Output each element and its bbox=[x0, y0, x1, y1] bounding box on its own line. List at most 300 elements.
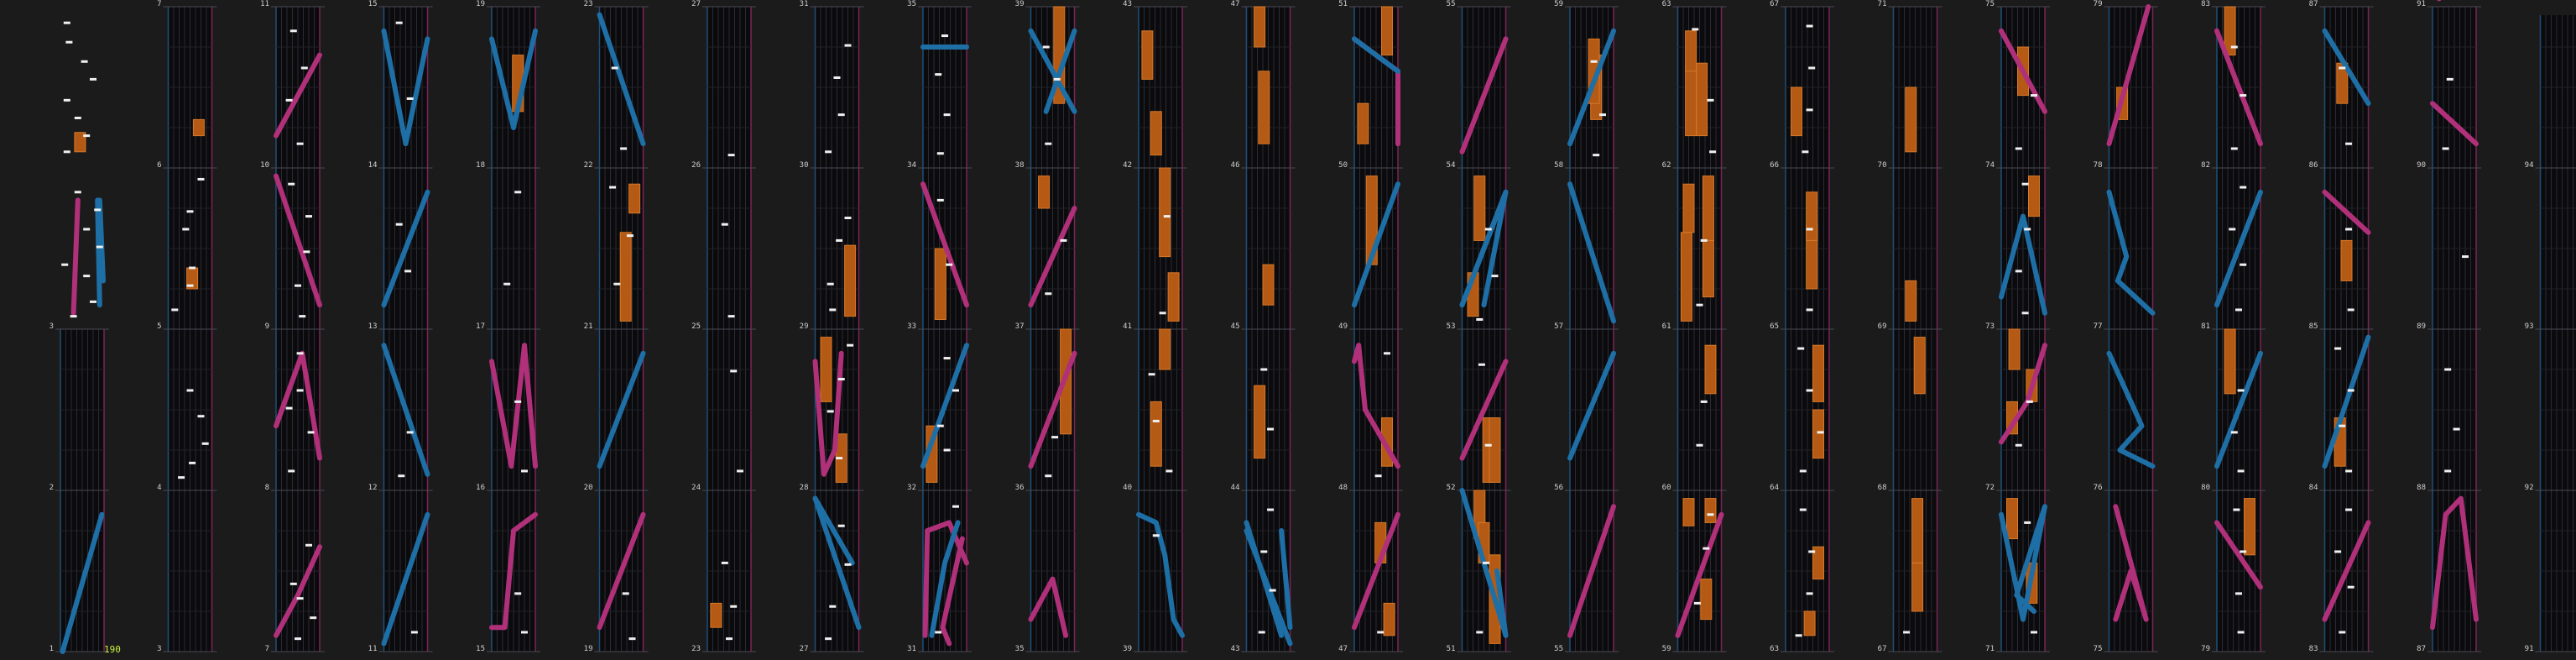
tap-note bbox=[845, 45, 852, 47]
tap-note bbox=[937, 199, 944, 202]
tap-note bbox=[1808, 66, 1815, 69]
tap-note bbox=[1800, 469, 1807, 472]
measure-number: 3 bbox=[49, 322, 54, 331]
tap-note bbox=[2240, 186, 2246, 189]
tap-note bbox=[1476, 318, 1483, 321]
tap-note bbox=[935, 73, 941, 76]
tap-note bbox=[1153, 420, 1160, 422]
hold-note bbox=[2029, 176, 2040, 217]
measure-number: 94 bbox=[2524, 161, 2534, 170]
tap-note bbox=[2334, 550, 2341, 553]
measure-number: 35 bbox=[907, 0, 916, 8]
tap-note bbox=[2339, 425, 2345, 427]
hold-note bbox=[2341, 240, 2352, 280]
hold-note bbox=[1701, 579, 1712, 620]
measure-number: 17 bbox=[476, 322, 485, 331]
tap-note bbox=[1375, 474, 1382, 477]
tap-note bbox=[198, 178, 205, 181]
hold-note bbox=[1263, 265, 1274, 305]
tap-note bbox=[1708, 513, 1714, 516]
tap-note bbox=[1061, 239, 1067, 242]
tap-note bbox=[728, 315, 735, 317]
tap-note bbox=[2345, 228, 2352, 230]
tap-note bbox=[1045, 143, 1051, 145]
hold-note bbox=[1703, 176, 1713, 241]
tap-note bbox=[944, 449, 951, 452]
tap-note bbox=[2015, 444, 2022, 447]
tap-note bbox=[728, 154, 735, 156]
hold-note bbox=[2224, 329, 2235, 394]
tap-note bbox=[70, 315, 77, 317]
tap-note bbox=[1153, 534, 1160, 537]
hold-note bbox=[845, 245, 856, 316]
tap-note bbox=[2444, 369, 2451, 371]
tap-note bbox=[297, 389, 304, 391]
tap-note bbox=[187, 210, 194, 212]
tap-note bbox=[1267, 428, 1274, 431]
tap-note bbox=[829, 308, 836, 311]
tap-note bbox=[404, 270, 411, 272]
tap-note bbox=[61, 264, 68, 266]
measure-number: 29 bbox=[799, 322, 809, 331]
tap-note bbox=[1796, 634, 1802, 636]
tap-note bbox=[1807, 389, 1813, 391]
measure-number: 67 bbox=[1770, 0, 1779, 8]
tap-note bbox=[2240, 264, 2246, 266]
hold-note bbox=[1686, 31, 1697, 71]
hold-note bbox=[1254, 7, 1265, 47]
tap-note bbox=[1593, 154, 1599, 156]
tap-note bbox=[290, 583, 297, 585]
measure-number: 51 bbox=[1446, 645, 1456, 653]
hold-note bbox=[935, 249, 946, 319]
measure-number: 43 bbox=[1230, 645, 1240, 653]
hold-note bbox=[1489, 418, 1500, 483]
measure-number: 90 bbox=[2417, 161, 2426, 170]
measure-number: 46 bbox=[1230, 161, 1240, 170]
tap-note bbox=[2024, 521, 2031, 524]
hold-note bbox=[2245, 499, 2255, 555]
tap-note bbox=[829, 605, 836, 608]
measure-number: 15 bbox=[476, 645, 485, 653]
measure-number: 27 bbox=[799, 645, 809, 653]
tap-note bbox=[171, 308, 178, 311]
measure-number: 92 bbox=[2524, 484, 2534, 492]
measure-number: 80 bbox=[2201, 484, 2210, 492]
measure-number: 78 bbox=[2093, 161, 2103, 170]
measure-number: 36 bbox=[1014, 484, 1025, 492]
tap-note bbox=[730, 605, 737, 608]
hold-note bbox=[711, 603, 722, 627]
tap-note bbox=[1160, 312, 1166, 314]
tap-note bbox=[1270, 589, 1276, 592]
tap-note bbox=[2348, 586, 2354, 589]
hold-note bbox=[1703, 240, 1713, 296]
measure-number: 84 bbox=[2308, 484, 2318, 492]
tap-note bbox=[627, 234, 634, 237]
tap-note bbox=[944, 357, 951, 359]
measure-number: 21 bbox=[583, 322, 593, 331]
tap-note bbox=[303, 250, 310, 253]
tap-note bbox=[1709, 150, 1716, 153]
tap-note bbox=[1384, 352, 1390, 354]
tap-note bbox=[1165, 469, 1172, 472]
measure-number: 24 bbox=[691, 484, 701, 492]
tap-note bbox=[64, 22, 70, 24]
hold-note bbox=[1142, 31, 1153, 80]
tap-note bbox=[1807, 108, 1813, 111]
tap-note bbox=[2015, 270, 2022, 272]
hold-note bbox=[1906, 87, 1916, 152]
measure-number: 45 bbox=[1230, 322, 1240, 331]
measure-number: 32 bbox=[907, 484, 916, 492]
tap-note bbox=[1478, 364, 1485, 366]
hold-note bbox=[2009, 329, 2020, 369]
measure-number: 23 bbox=[691, 645, 701, 653]
tap-note bbox=[623, 592, 629, 595]
tap-note bbox=[845, 563, 852, 566]
tap-note bbox=[178, 476, 185, 479]
tap-note bbox=[90, 78, 96, 81]
hold-note bbox=[1683, 184, 1694, 233]
tap-note bbox=[521, 469, 528, 472]
measure-number: 15 bbox=[368, 0, 378, 8]
tap-note bbox=[75, 117, 81, 119]
measure-number: 61 bbox=[1661, 322, 1671, 331]
hold-note bbox=[1358, 103, 1369, 144]
tap-note bbox=[94, 208, 101, 211]
hold-note bbox=[1160, 168, 1171, 257]
measure-number: 31 bbox=[799, 0, 809, 8]
tap-note bbox=[1703, 547, 1709, 550]
hold-note bbox=[1681, 233, 1692, 322]
tap-note bbox=[1267, 509, 1274, 511]
measure-number: 79 bbox=[2201, 645, 2210, 653]
measure-number: 75 bbox=[2093, 645, 2103, 653]
measure-number: 86 bbox=[2308, 161, 2318, 170]
measure-number: 39 bbox=[1014, 0, 1025, 8]
tap-note bbox=[935, 631, 941, 633]
measure-number: 12 bbox=[368, 484, 378, 492]
tap-note bbox=[1701, 239, 1708, 242]
measure-number: 1 bbox=[49, 645, 54, 653]
tap-note bbox=[288, 469, 295, 472]
hold-note bbox=[1914, 338, 1925, 394]
measure-number: 70 bbox=[1877, 161, 1887, 170]
tap-note bbox=[2345, 143, 2352, 145]
tap-note bbox=[187, 285, 194, 287]
hold-note bbox=[1697, 63, 1708, 135]
tap-note bbox=[299, 315, 305, 317]
measure-number: 55 bbox=[1554, 645, 1563, 653]
hold-note bbox=[1813, 410, 1824, 458]
measure-number: 63 bbox=[1770, 645, 1779, 653]
tap-note bbox=[1807, 25, 1813, 28]
tap-note bbox=[2339, 631, 2345, 633]
tap-note bbox=[396, 223, 403, 226]
tap-note bbox=[297, 143, 304, 145]
tap-note bbox=[2031, 94, 2037, 97]
tap-note bbox=[96, 246, 103, 249]
tap-note bbox=[847, 344, 853, 347]
tap-note bbox=[1797, 348, 1804, 350]
tap-note bbox=[2339, 66, 2345, 69]
measure-number: 27 bbox=[691, 0, 701, 8]
tap-note bbox=[514, 592, 521, 595]
measure-number: 44 bbox=[1230, 484, 1240, 492]
measure-number: 85 bbox=[2308, 322, 2318, 331]
measure-number: 76 bbox=[2093, 484, 2103, 492]
measure-number: 48 bbox=[1338, 484, 1348, 492]
measure-number: 50 bbox=[1338, 161, 1348, 170]
tap-note bbox=[2031, 631, 2037, 633]
hold-note bbox=[1474, 176, 1485, 241]
tap-note bbox=[1260, 369, 1267, 371]
measure-number: 39 bbox=[1123, 645, 1132, 653]
measure-number: 52 bbox=[1446, 484, 1456, 492]
tap-note bbox=[1692, 28, 1698, 30]
tap-note bbox=[2240, 550, 2246, 553]
measure-number: 14 bbox=[368, 161, 378, 170]
tap-note bbox=[825, 637, 832, 640]
tap-note bbox=[2233, 509, 2240, 511]
hold-note bbox=[2007, 499, 2018, 539]
tap-note bbox=[730, 369, 737, 372]
tap-note bbox=[398, 474, 404, 477]
measure-number: 41 bbox=[1123, 322, 1132, 331]
tap-note bbox=[1708, 99, 1714, 102]
measure-number: 19 bbox=[583, 645, 593, 653]
measure-number: 75 bbox=[1985, 0, 1995, 8]
measure-number: 88 bbox=[2417, 484, 2426, 492]
tap-note bbox=[1485, 444, 1492, 447]
tap-note bbox=[836, 239, 842, 242]
tap-note bbox=[620, 147, 627, 149]
tap-note bbox=[407, 431, 414, 433]
tap-note bbox=[1701, 401, 1708, 403]
measure-number: 59 bbox=[1661, 645, 1671, 653]
tap-note bbox=[952, 389, 959, 391]
tap-note bbox=[308, 431, 315, 433]
tap-note bbox=[1694, 602, 1701, 605]
hold-note bbox=[1686, 63, 1697, 135]
measure-number: 77 bbox=[2093, 322, 2103, 331]
measure-number: 33 bbox=[907, 322, 916, 331]
tap-note bbox=[827, 410, 834, 412]
tap-note bbox=[2231, 46, 2238, 49]
tap-note bbox=[1043, 46, 1050, 49]
measure-number: 2 bbox=[49, 484, 54, 492]
tap-note bbox=[737, 469, 743, 472]
tap-note bbox=[1054, 78, 1061, 81]
measure-number: 59 bbox=[1554, 0, 1563, 8]
tap-note bbox=[836, 457, 842, 459]
measure-number: 73 bbox=[1985, 322, 1995, 331]
measure-number: 5 bbox=[157, 322, 162, 331]
tap-note bbox=[952, 505, 959, 508]
tap-note bbox=[2015, 147, 2022, 149]
tap-note bbox=[64, 150, 70, 153]
tap-note bbox=[64, 99, 70, 102]
hold-note bbox=[1912, 499, 1923, 563]
tap-note bbox=[83, 228, 90, 230]
measure-number: 11 bbox=[368, 645, 378, 653]
measure-number: 47 bbox=[1338, 645, 1348, 653]
tap-note bbox=[1492, 275, 1499, 277]
measure-number: 55 bbox=[1446, 0, 1456, 8]
measure-number: 65 bbox=[1770, 322, 1779, 331]
hold-note bbox=[193, 119, 204, 135]
tap-note bbox=[2443, 147, 2449, 149]
tap-note bbox=[1483, 562, 1489, 564]
tap-note bbox=[396, 22, 403, 24]
tap-note bbox=[937, 152, 944, 155]
blue-slide bbox=[97, 200, 100, 305]
tap-note bbox=[944, 113, 951, 116]
measure-number: 72 bbox=[1985, 484, 1995, 492]
tap-note bbox=[2240, 94, 2246, 97]
tap-note bbox=[838, 525, 845, 527]
hold-note bbox=[1254, 385, 1265, 458]
tap-note bbox=[514, 401, 521, 403]
tap-note bbox=[2022, 312, 2029, 314]
tap-note bbox=[286, 99, 293, 102]
hold-note bbox=[1791, 87, 1802, 136]
tap-note bbox=[1045, 292, 1051, 295]
measure-number: 51 bbox=[1338, 0, 1348, 8]
tap-note bbox=[295, 637, 301, 640]
measure-number: 87 bbox=[2417, 645, 2426, 653]
measure-number: 20 bbox=[583, 484, 593, 492]
measure-number: 74 bbox=[1985, 161, 1995, 170]
tap-note bbox=[75, 191, 81, 193]
tap-note bbox=[2235, 308, 2242, 311]
measure-number: 34 bbox=[907, 161, 916, 170]
measure-number: 63 bbox=[1661, 0, 1671, 8]
measure-number: 79 bbox=[2093, 0, 2103, 8]
measure-number: 35 bbox=[1014, 645, 1025, 653]
tap-note bbox=[825, 150, 832, 153]
tap-note bbox=[845, 217, 852, 219]
tap-note bbox=[297, 352, 304, 354]
tap-note bbox=[1259, 631, 1265, 633]
measure-number: 7 bbox=[157, 0, 162, 8]
tap-note bbox=[290, 29, 297, 32]
measure-number: 67 bbox=[1877, 645, 1887, 653]
measure-number: 25 bbox=[691, 322, 701, 331]
hold-note bbox=[1259, 71, 1270, 144]
measure-number: 60 bbox=[1661, 484, 1671, 492]
tap-note bbox=[2238, 631, 2245, 633]
tap-note bbox=[1808, 550, 1815, 553]
tap-note bbox=[2348, 308, 2354, 311]
hold-note bbox=[1705, 345, 1716, 394]
tap-note bbox=[827, 283, 834, 285]
tap-note bbox=[189, 267, 196, 270]
tap-note bbox=[295, 285, 301, 287]
measure-number: 62 bbox=[1661, 161, 1671, 170]
tap-note bbox=[514, 191, 521, 193]
measure-number: 71 bbox=[1877, 0, 1887, 8]
tap-note bbox=[937, 425, 944, 427]
tap-note bbox=[1807, 228, 1813, 230]
measure-number: 68 bbox=[1877, 484, 1887, 492]
measure-number: 26 bbox=[691, 161, 701, 170]
tap-note bbox=[2447, 78, 2453, 81]
measure-number: 7 bbox=[264, 645, 269, 653]
tap-note bbox=[81, 60, 88, 63]
combo-counter: 190 bbox=[104, 644, 121, 655]
tap-note bbox=[2238, 469, 2245, 472]
tap-note bbox=[286, 407, 293, 410]
tap-note bbox=[1045, 474, 1051, 477]
tap-note bbox=[609, 186, 616, 189]
hold-note bbox=[1906, 280, 1916, 321]
tap-note bbox=[834, 76, 841, 79]
tap-note bbox=[941, 34, 948, 37]
measure-number: 30 bbox=[799, 161, 809, 170]
measure-number: 22 bbox=[583, 161, 593, 170]
hold-note bbox=[1807, 192, 1817, 241]
measure-number: 6 bbox=[157, 161, 162, 170]
measure-number: 11 bbox=[260, 0, 269, 8]
tap-note bbox=[1800, 509, 1807, 511]
tap-note bbox=[726, 637, 733, 640]
hold-note bbox=[1160, 329, 1171, 369]
tap-note bbox=[1164, 215, 1171, 217]
tap-note bbox=[1377, 631, 1384, 633]
measure-number: 23 bbox=[583, 0, 593, 8]
measure-number: 53 bbox=[1446, 322, 1456, 331]
measure-number: 4 bbox=[157, 484, 162, 492]
hold-note bbox=[1813, 345, 1824, 401]
tap-note bbox=[202, 443, 209, 445]
tap-note bbox=[2026, 401, 2033, 403]
tap-note bbox=[1817, 431, 1824, 433]
measure-number: 38 bbox=[1014, 161, 1025, 170]
hold-note bbox=[1039, 176, 1050, 208]
measure-number: 83 bbox=[2308, 645, 2318, 653]
hold-note bbox=[1705, 499, 1716, 523]
measure-number: 13 bbox=[368, 322, 378, 331]
tap-note bbox=[189, 462, 196, 464]
measure-number: 43 bbox=[1123, 0, 1132, 8]
tap-note bbox=[90, 301, 96, 303]
measure-number: 69 bbox=[1877, 322, 1887, 331]
measure-number: 66 bbox=[1770, 161, 1779, 170]
measure-number: 64 bbox=[1770, 484, 1779, 492]
tap-note bbox=[2231, 431, 2238, 433]
hold-note bbox=[1168, 273, 1179, 322]
tap-note bbox=[1591, 60, 1598, 63]
measure-number: 10 bbox=[260, 161, 269, 170]
measure-number: 82 bbox=[2201, 161, 2210, 170]
tap-note bbox=[612, 66, 618, 69]
tap-note bbox=[1599, 113, 1606, 116]
tap-note bbox=[2238, 389, 2245, 391]
measure-number: 16 bbox=[476, 484, 485, 492]
tap-note bbox=[722, 562, 728, 564]
tap-note bbox=[182, 228, 189, 230]
tap-note bbox=[2229, 228, 2235, 230]
tap-note bbox=[1807, 308, 1813, 311]
tap-note bbox=[411, 631, 418, 633]
tap-note bbox=[1697, 304, 1703, 306]
tap-note bbox=[2444, 469, 2451, 472]
tap-note bbox=[629, 637, 636, 640]
tap-note bbox=[2453, 428, 2460, 431]
tap-note bbox=[2235, 592, 2242, 595]
